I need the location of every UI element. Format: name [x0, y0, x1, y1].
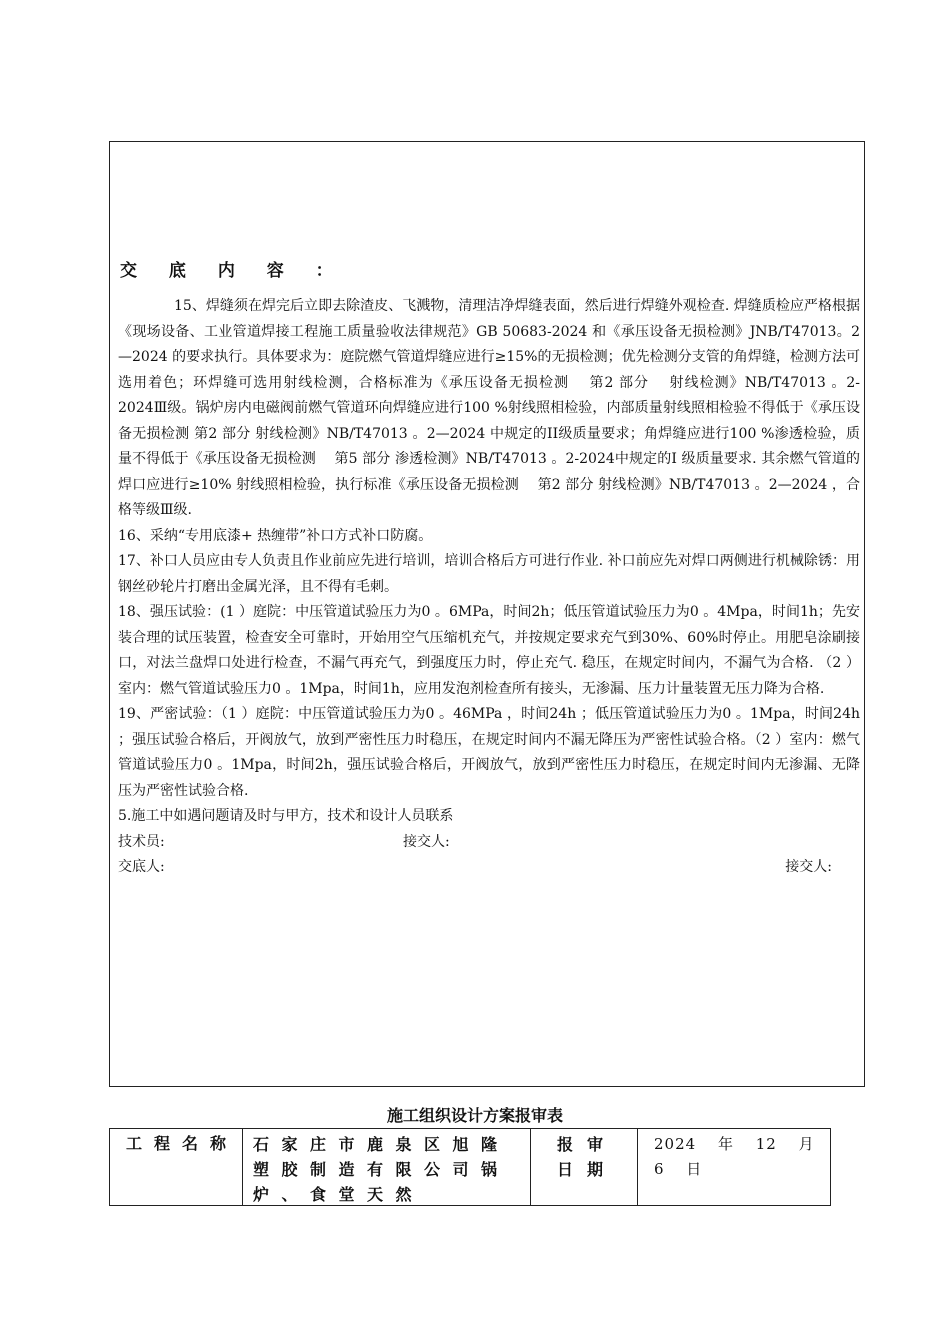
paragraph-16: 16、采纳“专用底漆+ 热缠带”补口方式补口防腐。: [118, 527, 433, 544]
paragraph-18: 18、强压试验：(1 ）庭院：中压管道试验压力为0 。6MPa，时间2h；低压管道试验压力为0 。4Mpa，时间1h；先安装合理的试压装置，检查安全可靠时，开始用空气压缩机充气，并按规定要求充气到30%、60%时停止。用肥皂涂刷接口，对法兰盘焊口处进行检查，不漏气再充气，到强度压力时，停止充气. 稳压，在规定时间内，不漏气为合格. （2 ）室内：燃气管道试验压力0 。1Mpa，时间1h，应用发泡剂检查所有接头，无渗漏、压力计量装置无压力降为合格.: [118, 604, 860, 697]
paragraph-17: 17、补口人员应由专人负责且作业前应先进行培训，培训合格后方可进行作业. 补口前应先对焊口两侧进行机械除锈：用钢丝砂轮片打磨出金属光泽，且不得有毛刺。: [118, 553, 860, 595]
receiver-label: 接交人:: [403, 833, 450, 850]
project-name-label: 工程名称: [110, 1129, 243, 1205]
review-form-table: [109, 1128, 831, 1206]
discloser-label: 交底人:: [118, 859, 165, 875]
disclosure-content: [118, 294, 860, 881]
review-date-value: 2024 年 12 月 6 日: [654, 1135, 815, 1178]
paragraph-19: 19、严密试验：（1 ）庭院：中压管道试验压力为0 。46MPa ，时间24h ；低压管道试验压力为0 。1Mpa，时间24h ；强压试验合格后，开阀放气，放到严密性压力时稳压，在规定时间内不漏无降压为严密性试验合格。（2 ）室内：燃气管道试验压力0 。1Mpa，时间2h，强压试验合格后，开阀放气，放到严密性压力时稳压，在规定时间内无渗漏、无降压为严密性试验合格.: [118, 706, 860, 799]
signature-row-1: [118, 830, 860, 856]
disclosure-box: [109, 141, 865, 1087]
disclosure-heading: 交 底 内 容 ：: [120, 261, 346, 281]
signature-row-2: [118, 855, 860, 881]
receiver-label-2: 接交人:: [785, 859, 832, 875]
paragraph-5: 5.施工中如遇问题请及时与甲方，技术和设计人员联系: [118, 808, 454, 824]
review-form-title: 施工组织设计方案报审表: [386, 1106, 563, 1125]
paragraph-15: 15、焊缝须在焊完后立即去除渣皮、飞溅物，清理洁净焊缝表面，然后进行焊缝外观检查. 焊缝质检应严格根据《现场设备、工业管道焊接工程施工质量验收法律规范》GB 50683-2024 和《承压设备无损检测》JNB/T47013。2—2024 的要求执行。具体要求为：庭院燃气管道焊缝应进行≥15%的无损检测；优先检测分支管的角焊缝，检测方法可选用着色；环焊缝可选用射线检测，合格标准为《承压设备无损检测 第2 部分 射线检测》NB/T47013 。2-2024Ⅲ级。锅炉房内电磁阀前燃气管道环向焊缝应进行100 %射线照相检验，内部质量射线照相检验不得低于《承压设备无损检测 第2 部分 射线检测》NB/T47013 。2—2024 中规定的II级质量要求；角焊缝应进行100 %渗透检验，质量不得低于《承压设备无损检测 第5 部分 渗透检测》NB/T47013 。2-2024中规定的I 级质量要求. 其余燃气管道的焊口应进行≥10% 射线照相检验，执行标准《承压设备无损检测 第2 部分 射线检测》NB/T47013 。2—2024 ，合格等级Ⅲ级.: [118, 298, 860, 518]
technician-label: 技术员:: [118, 833, 165, 850]
review-date-label: 报审日期: [531, 1129, 638, 1205]
project-name-value: 石家庄市鹿泉区旭隆塑胶制造有限公司锅炉、食堂天然: [243, 1129, 531, 1205]
